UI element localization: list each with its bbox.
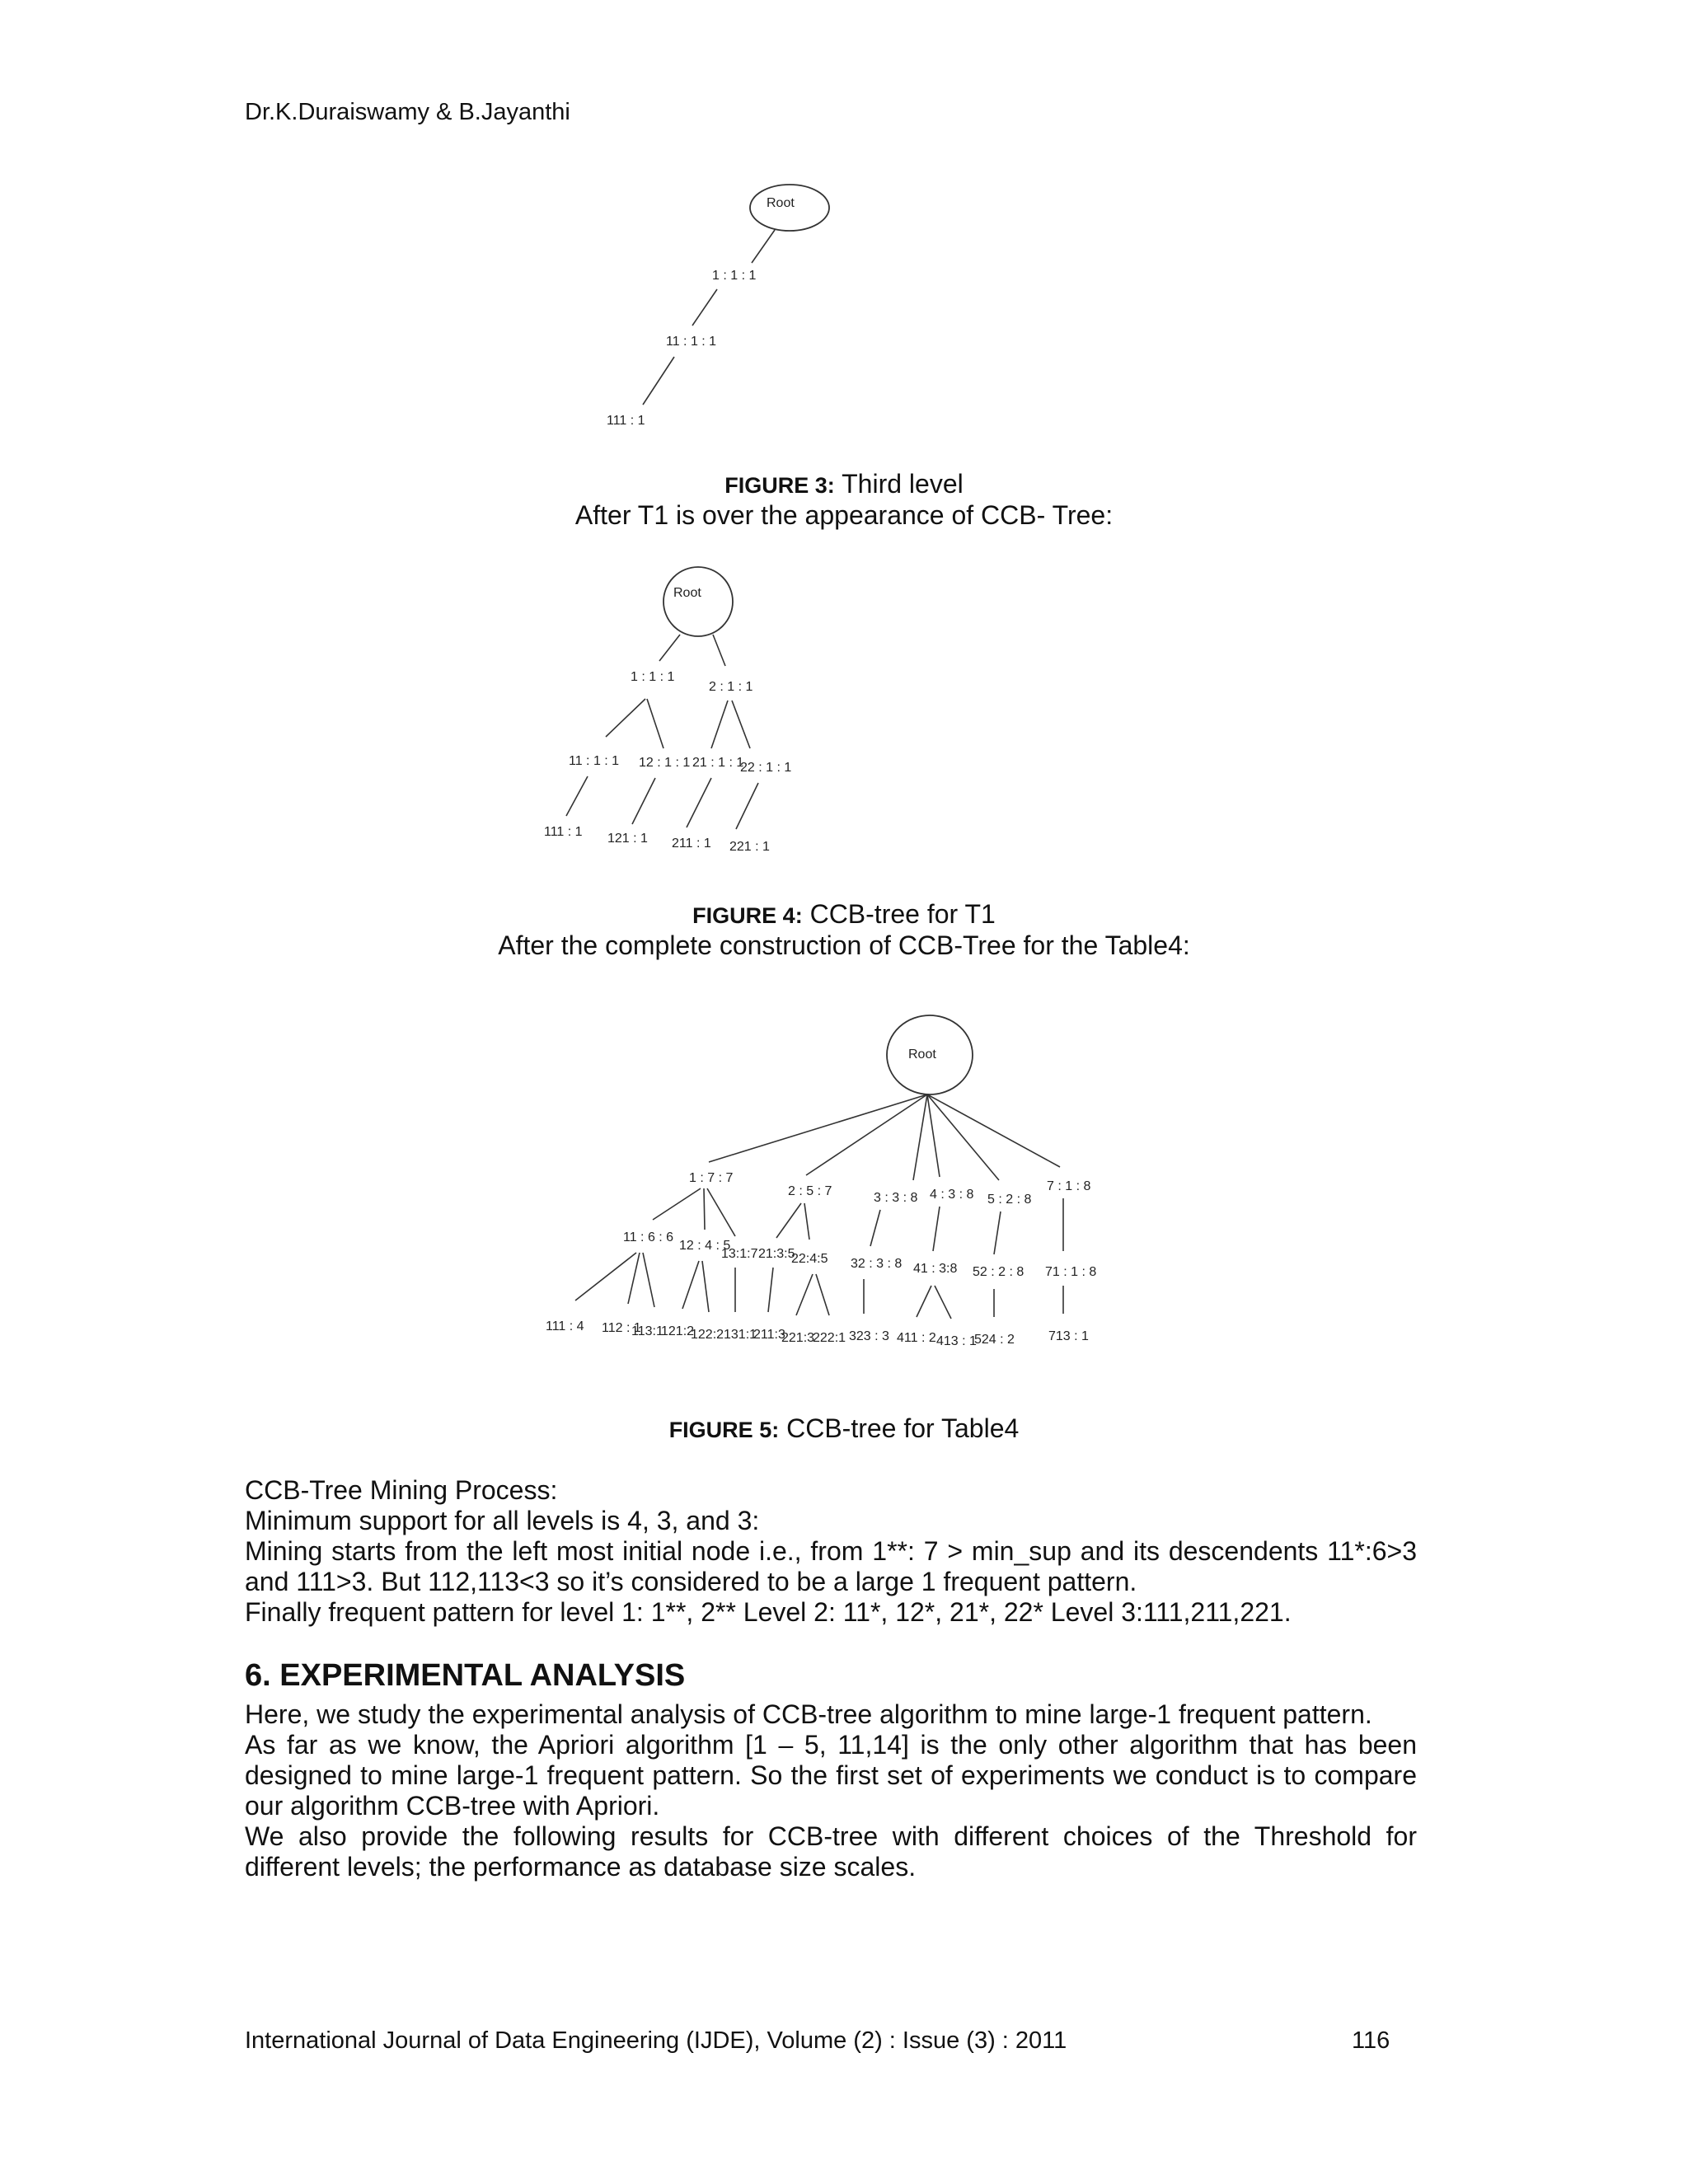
mining-final: Finally frequent pattern for level 1: 1**, 2** Level 2: 11*, 12*, 21*, 22* Level 3:111,211,221. xyxy=(245,1597,1292,1627)
tree-node-label: 3 : 3 : 8 xyxy=(874,1191,918,1205)
tree-edge xyxy=(732,701,750,748)
tree-node-label: 112 : 1 xyxy=(602,1321,641,1335)
tree-edge xyxy=(704,1188,705,1230)
caption-label: FIGURE 4: xyxy=(692,903,803,928)
tree-edge xyxy=(933,1207,940,1251)
tree-node-label: 122:2 xyxy=(691,1328,724,1342)
footer-journal: International Journal of Data Engineering (IJDE), Volume (2) : Issue (3) : 2011 xyxy=(245,2027,1067,2054)
section-6-paragraph: As far as we know, the Apriori algorithm [1 – 5, 11,14] is the only other algorithm that has been designed to mine large-1 frequent pattern. So the first set of experiments we conduct is to compare our algorithm CCB-tree with Apriori. xyxy=(245,1730,1417,1821)
section-6-title: 6. EXPERIMENTAL ANALYSIS xyxy=(245,1658,686,1693)
tree-node-label: 21 : 1 : 1 xyxy=(692,756,744,770)
tree-edge xyxy=(566,776,588,816)
tree-edge xyxy=(682,1261,699,1309)
figure-4-svg xyxy=(540,560,804,857)
figure-5-tree xyxy=(544,1005,1104,1360)
tree-edge xyxy=(711,701,728,748)
tree-node-label: 411 : 2 xyxy=(897,1331,936,1345)
caption-label: FIGURE 3: xyxy=(724,473,835,498)
tree-node-label: 1 : 1 : 1 xyxy=(712,269,757,283)
tree-node-label: 713 : 1 xyxy=(1048,1329,1089,1343)
tree-node-label: 111 : 1 xyxy=(607,414,645,428)
tree-node-label: 121:2 xyxy=(661,1324,695,1338)
tree-node-label: 211 : 1 xyxy=(672,837,711,851)
tree-node-label: 7 : 1 : 8 xyxy=(1047,1179,1091,1193)
tree-node-label: Root xyxy=(908,1047,936,1062)
tree-root-node xyxy=(663,567,733,636)
figure-4-caption xyxy=(0,898,1688,931)
tree-edge xyxy=(776,1203,801,1238)
tree-node-label: 22:4:5 xyxy=(791,1252,828,1266)
caption-label: FIGURE 5: xyxy=(668,1418,780,1442)
figure-3-caption xyxy=(0,468,1688,501)
tree-node-label: 2 : 5 : 7 xyxy=(788,1184,832,1198)
tree-edge xyxy=(752,230,775,263)
tree-node-label: 413 : 1 xyxy=(936,1334,977,1348)
figure-5-svg xyxy=(544,1005,1104,1360)
tree-node-label: 131:1 xyxy=(724,1328,757,1342)
section-6-paragraph: We also provide the following results for CCB-tree with different choices of the Threshold for different levels; the performance as database size scales. xyxy=(245,1821,1417,1882)
mining-min-support: Minimum support for all levels is 4, 3, and 3: xyxy=(245,1506,760,1535)
tree-node-label: 221 : 1 xyxy=(729,840,770,854)
tree-node-label: 1 : 1 : 1 xyxy=(631,670,675,684)
tree-edge xyxy=(935,1286,951,1319)
tree-node-label: 13:1:7 xyxy=(721,1247,758,1261)
tree-edge xyxy=(653,1188,701,1220)
figure-3-tree xyxy=(577,177,874,433)
tree-edge xyxy=(870,1210,880,1246)
tree-edge xyxy=(606,699,645,737)
tree-node-label: 524 : 2 xyxy=(974,1333,1015,1347)
tree-node-label: 21:3:5 xyxy=(758,1247,795,1261)
tree-edge xyxy=(736,783,758,829)
tree-node-label: 111 : 1 xyxy=(544,825,583,839)
running-header: Dr.K.Duraiswamy & B.Jayanthi xyxy=(245,99,570,125)
tree-node-label: 4 : 3 : 8 xyxy=(930,1188,974,1202)
tree-edge xyxy=(702,1261,709,1312)
tree-node-label: 12 : 4 : 5 xyxy=(679,1239,731,1253)
tree-edge xyxy=(707,1188,735,1236)
mining-process-block xyxy=(245,1475,1417,1628)
tree-node-label: 1 : 7 : 7 xyxy=(689,1171,734,1185)
tree-edge xyxy=(692,289,717,326)
tree-node-label: 32 : 3 : 8 xyxy=(851,1257,903,1271)
tree-node-label: 222:1 xyxy=(813,1331,846,1345)
caption-text: CCB-tree for Table4 xyxy=(786,1413,1020,1443)
tree-node-label: 221:3 xyxy=(781,1331,815,1345)
tree-edge xyxy=(796,1274,813,1315)
tree-edge xyxy=(632,778,655,824)
tree-edge xyxy=(927,1094,1060,1167)
tree-node-label: 121 : 1 xyxy=(607,832,648,846)
tree-edge xyxy=(628,1253,640,1304)
tree-node-label: Root xyxy=(767,196,795,210)
tree-edge xyxy=(687,778,711,827)
tree-edge xyxy=(806,1094,927,1175)
tree-node-label: 11 : 1 : 1 xyxy=(569,754,620,768)
tree-node-label: 41 : 3:8 xyxy=(913,1262,958,1276)
tree-edge xyxy=(913,1094,927,1180)
tree-edge xyxy=(713,635,725,666)
tree-edge xyxy=(643,1253,654,1307)
tree-edge xyxy=(816,1274,829,1315)
intro-table4-text: After the complete construction of CCB-Tree for the Table4: xyxy=(498,930,1190,960)
caption-text: Third level xyxy=(842,469,964,499)
tree-edge xyxy=(575,1253,636,1301)
figure-3-svg xyxy=(577,177,874,433)
tree-edge xyxy=(709,1094,927,1162)
figure-4-tree xyxy=(540,560,804,857)
tree-node-label: 111 : 4 xyxy=(546,1319,584,1333)
tree-node-label: 71 : 1 : 8 xyxy=(1045,1265,1097,1279)
footer-page-number: 116 xyxy=(1352,2027,1390,2054)
intro-t1-text: After T1 is over the appearance of CCB- Tree: xyxy=(574,500,1114,530)
tree-node-label: 22 : 1 : 1 xyxy=(740,761,792,775)
tree-node-label: 11 : 6 : 6 xyxy=(623,1230,674,1244)
tree-node-label: 2 : 1 : 1 xyxy=(709,680,753,694)
tree-node-label: 5 : 2 : 8 xyxy=(987,1193,1032,1207)
tree-node-label: 211:3 xyxy=(753,1328,785,1342)
mining-paragraph: Mining starts from the left most initial node i.e., from 1**: 7 > min_sup and its descendents 11*:6>3 and 111>3. But 112,113<3 so it’s considered to be a large 1 frequent pattern. xyxy=(245,1536,1417,1596)
tree-edge xyxy=(659,635,680,661)
tree-edge xyxy=(917,1286,931,1317)
tree-node-label: 113:1 xyxy=(631,1324,663,1338)
section-6-paragraph: Here, we study the experimental analysis of CCB-tree algorithm to mine large-1 frequent pattern. xyxy=(245,1699,1372,1729)
tree-node-label: Root xyxy=(673,586,701,600)
tree-edge xyxy=(804,1203,809,1240)
section-6-body xyxy=(245,1699,1417,1882)
figure-5-caption xyxy=(0,1413,1688,1446)
tree-edge xyxy=(647,699,663,748)
caption-text: CCB-tree for T1 xyxy=(809,899,996,929)
tree-node-label: 12 : 1 : 1 xyxy=(639,756,691,770)
tree-node-label: 52 : 2 : 8 xyxy=(973,1265,1025,1279)
tree-node-label: 323 : 3 xyxy=(849,1329,889,1343)
tree-edge xyxy=(994,1212,1001,1254)
tree-node-label: 11 : 1 : 1 xyxy=(666,335,717,349)
mining-title: CCB-Tree Mining Process: xyxy=(245,1475,558,1505)
tree-edge xyxy=(643,357,674,405)
tree-edge xyxy=(768,1268,773,1312)
